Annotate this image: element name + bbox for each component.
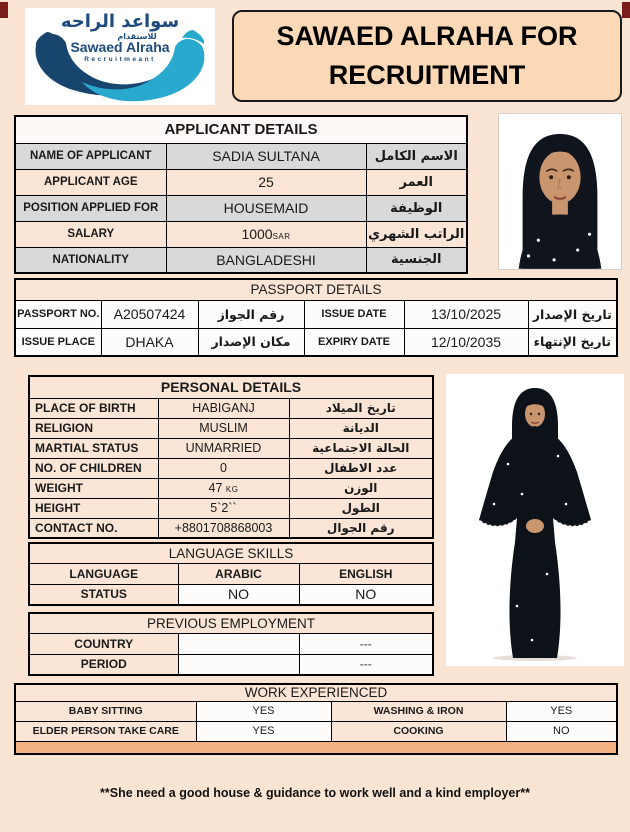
religion-value: MUSLIM — [158, 418, 289, 438]
issue-date-value: 13/10/2025 — [404, 300, 528, 328]
applicant-details-table — [14, 115, 468, 274]
washing-iron-value: YES — [506, 701, 617, 721]
baby-sitting-value: YES — [196, 701, 331, 721]
table-row — [15, 328, 617, 356]
cooking-value: NO — [506, 721, 617, 741]
marital-status-value: UNMARRIED — [158, 438, 289, 458]
previous-employment-table — [28, 612, 434, 676]
applicant-age-arabic: العمر — [366, 169, 467, 195]
religion-label: RELIGION — [29, 418, 158, 438]
contact-arabic: رقم الجوال — [289, 518, 433, 538]
contact-value: +8801708868003 — [158, 518, 289, 538]
passport-no-arabic: رقم الجواز — [198, 300, 304, 328]
applicant-name-arabic: الاسم الكامل — [366, 143, 467, 169]
issue-date-arabic: تاريخ الإصدار — [528, 300, 617, 328]
empty-orange-row — [15, 741, 617, 754]
logo-sub-text: Recruitmeant — [84, 56, 156, 63]
passport-no-value: A20507424 — [101, 300, 198, 328]
table-row — [29, 584, 433, 605]
logo-arabic-title: سواعد الراحه — [60, 11, 180, 32]
logo-arabic-subtitle: للاستقدام — [117, 32, 157, 41]
applicant-portrait-photo — [498, 113, 622, 270]
table-row — [15, 701, 617, 721]
country-value — [178, 633, 299, 654]
weight-label: WEIGHT — [29, 478, 158, 498]
applicant-salary-label: SALARY — [15, 221, 166, 247]
language-skills-title: LANGUAGE SKILLS — [29, 543, 433, 563]
table-row — [15, 195, 467, 221]
language-col-header: LANGUAGE — [29, 563, 178, 584]
children-label: NO. OF CHILDREN — [29, 458, 158, 478]
applicant-position-arabic: الوظيفة — [366, 195, 467, 221]
salary-unit: SAR — [272, 232, 291, 241]
applicant-position-label: POSITION APPLIED FOR — [15, 195, 166, 221]
issue-date-label: ISSUE DATE — [304, 300, 404, 328]
english-status-value: NO — [299, 584, 433, 605]
height-value: 5`2`` — [158, 498, 289, 518]
arabic-col-header: ARABIC — [178, 563, 299, 584]
applicant-position-value: HOUSEMAID — [166, 195, 366, 221]
table-row — [29, 458, 433, 478]
marital-status-label: MARTIAL STATUS — [29, 438, 158, 458]
contact-label: CONTACT NO. — [29, 518, 158, 538]
english-col-header: ENGLISH — [299, 563, 433, 584]
table-row — [15, 143, 467, 169]
personal-details-table — [28, 375, 434, 539]
page-corner-mark-right — [622, 2, 630, 18]
issue-place-arabic: مكان الإصدار — [198, 328, 304, 356]
period-note: --- — [299, 654, 433, 675]
height-arabic: الطول — [289, 498, 433, 518]
applicant-age-label: APPLICANT AGE — [15, 169, 166, 195]
height-label: HEIGHT — [29, 498, 158, 518]
table-row — [15, 221, 467, 247]
personal-details-title: PERSONAL DETAILS — [29, 376, 433, 398]
religion-arabic: الديانة — [289, 418, 433, 438]
table-row — [29, 633, 433, 654]
applicant-details-title: APPLICANT DETAILS — [15, 116, 467, 143]
table-row — [29, 498, 433, 518]
country-label: COUNTRY — [29, 633, 178, 654]
issue-place-value: DHAKA — [101, 328, 198, 356]
elder-care-label: ELDER PERSON TAKE CARE — [15, 721, 196, 741]
work-experienced-title: WORK EXPERIENCED — [15, 684, 617, 701]
place-of-birth-arabic: تاريخ الميلاد — [289, 398, 433, 418]
applicant-full-body-photo — [446, 374, 624, 666]
language-skills-table — [28, 542, 434, 606]
table-row — [29, 518, 433, 538]
applicant-name-value: SADIA SULTANA — [166, 143, 366, 169]
applicant-salary-arabic: الراتب الشهري — [366, 221, 467, 247]
marital-status-arabic: الحالة الاجتماعية — [289, 438, 433, 458]
passport-details-title: PASSPORT DETAILS — [15, 279, 617, 300]
expiry-date-arabic: تاريخ الإنتهاء — [528, 328, 617, 356]
company-title-line2: RECRUITMENT — [328, 60, 526, 91]
applicant-nationality-label: NATIONALITY — [15, 247, 166, 273]
cooking-label: COOKING — [331, 721, 506, 741]
footer-note: **She need a good house & guidance to work well and a kind employer** — [100, 786, 530, 800]
company-title-line1: SAWAED ALRAHA FOR — [276, 20, 578, 51]
weight-amount: 47 — [208, 481, 223, 495]
period-value — [178, 654, 299, 675]
elder-care-value: YES — [196, 721, 331, 741]
weight-value — [158, 478, 289, 498]
country-note: --- — [299, 633, 433, 654]
table-row — [15, 247, 467, 273]
expiry-date-label: EXPIRY DATE — [304, 328, 404, 356]
company-logo — [25, 8, 215, 105]
expiry-date-value: 12/10/2035 — [404, 328, 528, 356]
place-of-birth-value: HABIGANJ — [158, 398, 289, 418]
page-corner-mark-left — [0, 2, 8, 18]
company-title-banner — [232, 10, 622, 102]
applicant-name-label: NAME OF APPLICANT — [15, 143, 166, 169]
table-row — [29, 654, 433, 675]
table-row — [15, 169, 467, 195]
table-row — [29, 418, 433, 438]
applicant-nationality-arabic: الجنسية — [366, 247, 467, 273]
children-value: 0 — [158, 458, 289, 478]
children-arabic: عدد الاطفال — [289, 458, 433, 478]
table-row — [29, 563, 433, 584]
table-row-empty — [15, 741, 617, 754]
logo-name-text: Sawaed Alraha — [70, 39, 170, 55]
table-row — [29, 438, 433, 458]
previous-employment-title: PREVIOUS EMPLOYMENT — [29, 613, 433, 633]
issue-place-label: ISSUE PLACE — [15, 328, 101, 356]
period-label: PERIOD — [29, 654, 178, 675]
applicant-salary-value — [166, 221, 366, 247]
table-row — [15, 721, 617, 741]
applicant-age-value: 25 — [166, 169, 366, 195]
weight-unit: KG — [225, 485, 239, 494]
table-row — [29, 478, 433, 498]
table-row — [29, 398, 433, 418]
passport-no-label: PASSPORT NO. — [15, 300, 101, 328]
salary-amount: 1000 — [241, 226, 273, 242]
applicant-nationality-value: BANGLADESHI — [166, 247, 366, 273]
status-label: STATUS — [29, 584, 178, 605]
washing-iron-label: WASHING & IRON — [331, 701, 506, 721]
place-of-birth-label: PLACE OF BIRTH — [29, 398, 158, 418]
arabic-status-value: NO — [178, 584, 299, 605]
baby-sitting-label: BABY SITTING — [15, 701, 196, 721]
company-logo-graphic — [25, 8, 215, 105]
table-row — [15, 300, 617, 328]
passport-details-table — [14, 278, 618, 357]
work-experienced-table — [14, 683, 618, 755]
weight-arabic: الوزن — [289, 478, 433, 498]
